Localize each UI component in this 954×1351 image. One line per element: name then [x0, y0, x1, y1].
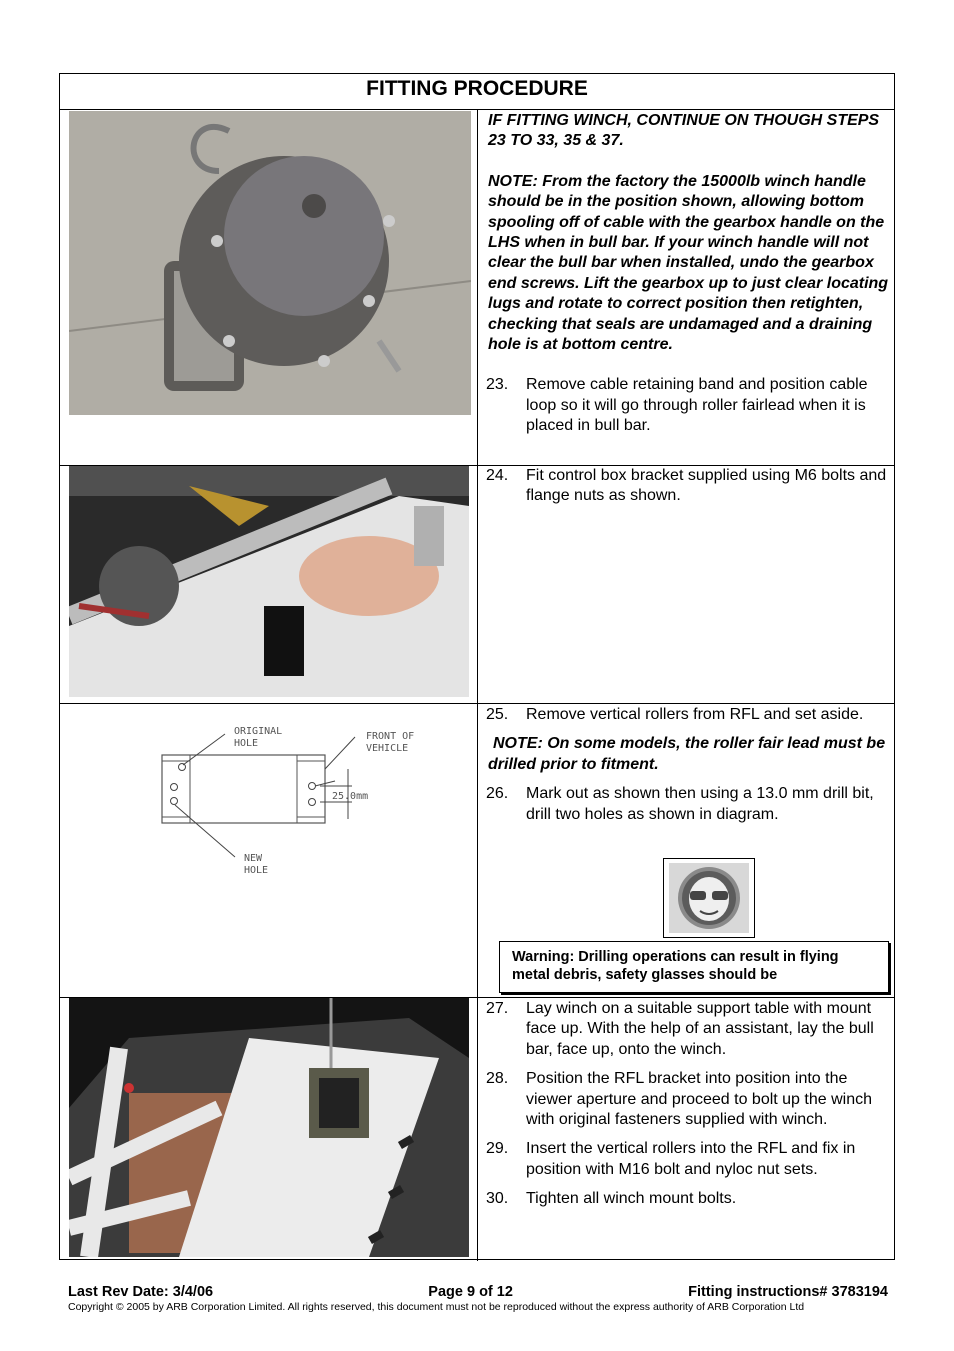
step-26	[486, 784, 890, 825]
step-text: Fit control box bracket supplied using M6 bolts and flange nuts as shown.	[526, 467, 887, 505]
section3-text	[488, 705, 890, 825]
step-number: 29.	[486, 1140, 509, 1158]
control-box-bracket-photo	[69, 466, 469, 697]
svg-text:FRONT OF: FRONT OF	[366, 731, 415, 742]
step-25	[486, 705, 890, 725]
svg-text:NEW: NEW	[244, 853, 263, 864]
step-text: Mark out as shown then using a 13.0 mm drill bit, drill two holes as shown in diagram.	[526, 785, 874, 823]
step-number: 26.	[486, 785, 509, 803]
step-text: Position the RFL bracket into position into the viewer aperture and proceed to bolt up the winch with original fasteners supplied with winch.	[526, 1070, 872, 1129]
winch-intro: IF FITTING WINCH, CONTINUE ON THOUGH STEPS 23 TO 33, 35 & 37.	[488, 112, 880, 150]
procedure-sheet	[59, 73, 895, 1260]
step-text: Insert the vertical rollers into the RFL and fix in position with M16 bolt and nyloc nut sets.	[526, 1140, 856, 1178]
fitting-instructions-number: Fitting instructions# 3783194	[688, 1284, 888, 1300]
step-28	[486, 1069, 890, 1130]
fairlead-note: NOTE: On some models, the roller fair lead must be drilled prior to fitment.	[488, 735, 886, 773]
drilling-warning: Warning: Drilling operations can result in flying metal debris, safety glasses should be	[499, 941, 889, 993]
step-text: Tighten all winch mount bolts.	[526, 1190, 737, 1208]
drilling-diagram	[130, 719, 420, 879]
step-text: Lay winch on a suitable support table with mount face up. With the help of an assistant, lay the bull bar, face up, onto the winch.	[526, 1000, 874, 1058]
step-30	[486, 1189, 890, 1209]
bull-bar-on-winch-photo	[69, 998, 469, 1257]
step-number: 25.	[486, 706, 509, 723]
step-number: 28.	[486, 1070, 509, 1088]
row-divider	[60, 703, 894, 704]
rev-date: Last Rev Date: 3/4/06	[68, 1284, 214, 1300]
page-number: Page 9 of 12	[428, 1284, 513, 1300]
section4-text	[488, 999, 890, 1210]
safety-glasses-icon	[663, 858, 755, 938]
step-number: 23.	[486, 376, 509, 394]
step-text: Remove vertical rollers from RFL and set aside.	[526, 706, 864, 723]
step-number: 24.	[486, 467, 509, 484]
svg-text:HOLE: HOLE	[244, 865, 269, 876]
winch-handle-note: NOTE: From the factory the 15000lb winch handle should be in the position shown, allowing bottom spooling off of cable with the gearbox handle on the LHS when in bull bar. If your winch handle will not clear the bull bar when installed, undo the gearbox end screws. Lift the gearbox up to just clear locating lugs and rotate to correct position then retighten, checking that seals are undamaged and a draining hole is at bottom centre.	[488, 172, 889, 354]
step-24	[486, 466, 890, 507]
svg-text:VEHICLE: VEHICLE	[366, 743, 409, 754]
copyright: Copyright © 2005 by ARB Corporation Limited. All rights reserved, this document must not be reproduced without the express authority of ARB Corporation Ltd	[68, 1301, 805, 1313]
page-footer	[68, 1284, 888, 1313]
column-divider	[477, 110, 478, 1261]
svg-text:25.0mm: 25.0mm	[332, 791, 369, 802]
step-number: 30.	[486, 1190, 509, 1208]
step-23	[486, 375, 890, 436]
step-number: 27.	[486, 1000, 509, 1017]
section2-text	[488, 466, 890, 507]
winch-gearbox-photo	[69, 111, 471, 415]
step-text: Remove cable retaining band and position cable loop so it will go through roller fairlead when it is placed in bull bar.	[526, 376, 868, 435]
svg-text:ORIGINAL: ORIGINAL	[234, 726, 283, 737]
svg-text:HOLE: HOLE	[234, 738, 259, 749]
step-29	[486, 1139, 890, 1180]
page-title: FITTING PROCEDURE	[60, 74, 894, 110]
step-27	[486, 999, 890, 1060]
section1-text	[488, 111, 890, 437]
